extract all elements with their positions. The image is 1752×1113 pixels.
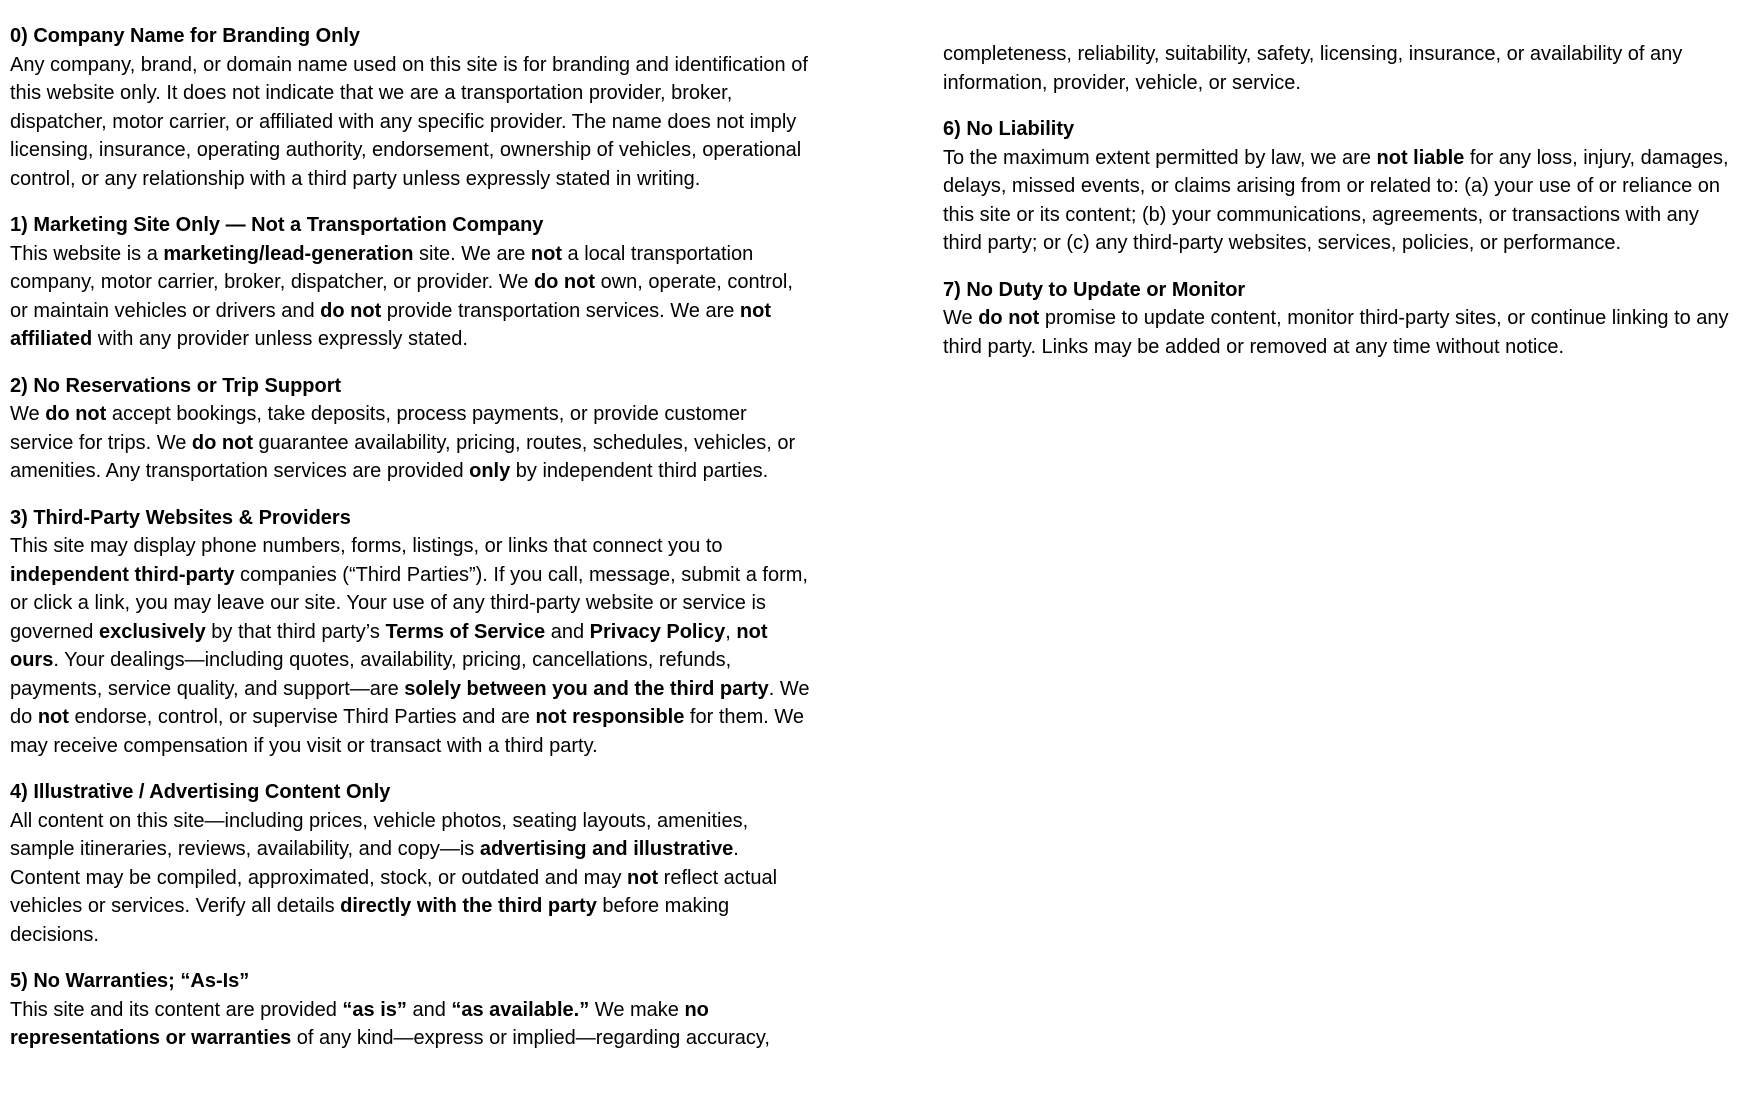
bold-text-run: do not [45,403,107,425]
bold-text-run: do not [978,307,1040,329]
bold-text-run: not ours [10,620,768,671]
bold-text-run: Privacy Policy [589,620,726,643]
section [10,211,810,354]
section-heading: 6) No Liability [943,118,1075,140]
section [943,276,1743,362]
section-heading: 1) Marketing Site Only — Not a Transportation Company [10,214,544,236]
bold-text-run: not liable [1376,146,1465,169]
bold-text-run: not [530,242,562,265]
bold-text-run: “as available.” [451,998,590,1021]
bold-text-run: only [469,460,511,482]
bold-text-run: exclusively [98,620,206,643]
section-paragraph: To the maximum extent permitted by law, we are not liable for any loss, injury, damages, delays, missed events, or claims arising from or related to: (a) your use of or reliance on this site or its content; (b) your communications, agreements, or transactions with any third party; or (c) any third-party websites, services, policies, or performance. [943,146,1729,254]
bold-text-run: do not [320,299,382,322]
section-heading: 7) No Duty to Update or Monitor [943,278,1246,301]
column-left [10,22,810,1053]
bold-text-run: directly with the third party [340,895,597,917]
section-paragraph: This website is a marketing/lead-generation site. We are not a local transportation company, motor carrier, broker, dispatcher, or provider. We do not own, operate, control, or maintain vehicles or drivers and do not provide transportation services. We are not affiliated with any provider unless expressly stated. [10,242,793,350]
bold-text-run: do not [533,271,596,293]
section-heading: 3) Third-Party Websites & Providers [10,506,351,529]
bold-text-run: “as is” [342,998,407,1021]
section [10,504,810,761]
bold-text-run: no representations or warranties [10,998,709,1049]
section-paragraph: This site and its content are provided “as is” and “as available.” We make no representations or warranties of any kind—express or implied—regarding accuracy, [10,998,770,1049]
section [943,40,1743,97]
section-heading: 0) Company Name for Branding Only [10,25,361,47]
continued-paragraph: completeness, reliability, suitability, safety, licensing, insurance, or availability of any information, provider, vehicle, or service. [943,43,1683,94]
section-heading: 5) No Warranties; “As-Is” [10,970,250,992]
section-paragraph: We do not promise to update content, monitor third-party sites, or continue linking to any third party. Links may be added or removed at any time without notice. [943,307,1729,358]
bold-text-run: Terms of Service [385,620,546,643]
section-paragraph: Any company, brand, or domain name used on this site is for branding and identification of this website only. It does not indicate that we are a transportation provider, broker, dispatcher, motor carrier, or affiliated with any specific provider. The name does not imply licensing, insurance, operating authority, endorsement, ownership of vehicles, operational control, or any relationship with a third party unless expressly stated in writing. [10,53,808,190]
section [10,967,810,1053]
section [10,778,810,949]
bold-text-run: not [627,866,659,889]
section-paragraph: All content on this site—including prices, vehicle photos, seating layouts, amenities, sample itineraries, reviews, availability, and copy—is advertising and illustrative. Content may be compiled, approximated, stock, or outdated and may not reflect actual vehicles or services. Verify all details directly with the third party before making decisions. [10,809,778,946]
bold-text-run: not [37,706,69,728]
section [10,372,810,486]
bold-text-run: do not [191,431,253,454]
section-heading: 4) Illustrative / Advertising Content Only [10,781,391,803]
section-heading: 2) No Reservations or Trip Support [10,374,342,397]
section-paragraph: We do not accept bookings, take deposits, process payments, or provide customer service for trips. We do not guarantee availability, pricing, routes, schedules, vehicles, or amenities. Any transportation services are provided only by independent third parties. [10,403,796,482]
bold-text-run: marketing/lead-generation [163,242,414,265]
bold-text-run: independent third-party [10,563,235,586]
bold-text-run: not responsible [535,706,685,728]
section-paragraph: This site may display phone numbers, forms, listings, or links that connect you to independent third-party companies (“Third Parties”). If you call, message, submit a form, or click a link, you may leave our site. Your use of any third-party website or service is governed exclusively by that third party’s Terms of Service and Privacy Policy, not ours. Your dealings—including quotes, availability, pricing, cancellations, refunds, payments, service quality, and support—are solely between you and the third party. We do not endorse, control, or supervise Third Parties and are not responsible for them. We may receive compensation if you visit or transact with a third party. [10,535,810,757]
column-right [943,22,1743,361]
bold-text-run: not affiliated [10,299,772,350]
bold-text-run: advertising and illustrative [479,838,734,860]
bold-text-run: solely between you and the third party [404,677,769,700]
section [943,115,1743,258]
section [10,22,810,193]
